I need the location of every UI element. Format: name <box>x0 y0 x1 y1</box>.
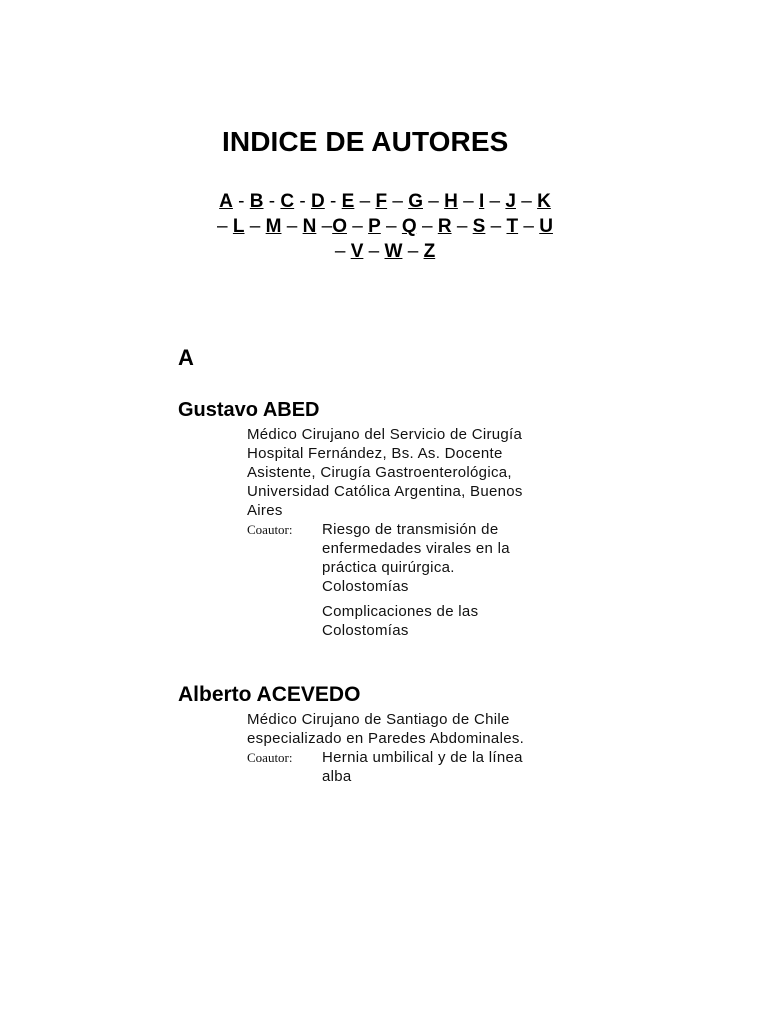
separator: – <box>457 191 479 212</box>
coauthor-works <box>322 748 532 792</box>
letter-link-q[interactable]: Q <box>401 216 417 237</box>
author-entry <box>178 399 558 646</box>
separator: – <box>387 191 409 212</box>
letter-link-z[interactable]: Z <box>423 241 436 262</box>
coauthor-block <box>247 520 558 646</box>
letter-link-t[interactable]: T <box>506 216 519 237</box>
page-title: INDICE DE AUTORES <box>222 126 509 157</box>
letter-link-l[interactable]: L <box>232 216 245 237</box>
alphabet-line-3 <box>175 239 595 264</box>
letter-link-b[interactable]: B <box>249 191 264 212</box>
letter-link-s[interactable]: S <box>472 216 486 237</box>
separator: – <box>244 216 266 237</box>
author-name: Alberto ACEVEDO <box>178 683 361 706</box>
separator: – <box>346 216 369 237</box>
letter-link-v[interactable]: V <box>350 241 364 262</box>
letter-link-a[interactable]: A <box>219 191 233 212</box>
separator: - <box>324 191 342 212</box>
separator: – <box>518 216 540 237</box>
section-heading-a: A <box>178 345 194 370</box>
letter-link-d[interactable]: D <box>311 191 325 212</box>
alphabet-line-2 <box>175 214 595 239</box>
letter-link-o[interactable]: O <box>332 216 347 237</box>
coauthor-label: Coautor: <box>247 522 293 537</box>
letter-link-m[interactable]: M <box>265 216 282 237</box>
letter-link-j[interactable]: J <box>505 191 516 212</box>
letter-link-u[interactable]: U <box>539 216 553 237</box>
separator: – <box>334 241 351 262</box>
letter-link-g[interactable]: G <box>408 191 423 212</box>
alphabet-line-1 <box>175 189 595 214</box>
separator: – <box>485 216 507 237</box>
work-title: Complicaciones de las Colostomías <box>322 603 479 639</box>
letter-link-k[interactable]: K <box>537 191 551 212</box>
separator: – <box>451 216 473 237</box>
separator: – <box>416 216 438 237</box>
separator: - <box>232 191 250 212</box>
letter-link-p[interactable]: P <box>368 216 381 237</box>
letter-link-n[interactable]: N <box>302 216 317 237</box>
author-description: Médico Cirujano del Servicio de Cirugía Hospital Fernández, Bs. As. Docente Asistente, Cirugía Gastroenterológica, Universidad Católica Argentina, Buenos Aires <box>247 426 523 519</box>
separator: – <box>380 216 402 237</box>
separator: – <box>316 216 333 237</box>
separator: – <box>515 191 538 212</box>
separator: – <box>423 191 445 212</box>
separator: – <box>281 216 303 237</box>
work-title: Riesgo de transmisión de enfermedades virales en la práctica quirúrgica. Colostomías <box>322 521 510 595</box>
alphabet-index <box>175 189 595 264</box>
author-entry <box>178 683 558 792</box>
separator: – <box>363 241 385 262</box>
letter-link-w[interactable]: W <box>384 241 403 262</box>
letter-link-h[interactable]: H <box>444 191 458 212</box>
work-title: Hernia umbilical y de la línea alba <box>322 749 523 785</box>
separator: – <box>217 216 233 237</box>
letter-link-f[interactable]: F <box>375 191 388 212</box>
separator: – <box>354 191 376 212</box>
coauthor-works <box>322 520 532 646</box>
separator: – <box>402 241 424 262</box>
letter-link-i[interactable]: I <box>478 191 485 212</box>
coauthor-block <box>247 748 558 792</box>
separator: – <box>484 191 506 212</box>
letter-link-r[interactable]: R <box>437 216 452 237</box>
letter-link-c[interactable]: C <box>280 191 295 212</box>
letter-link-e[interactable]: E <box>341 191 355 212</box>
separator: - <box>263 191 281 212</box>
author-description: Médico Cirujano de Santiago de Chile especializado en Paredes Abdominales. <box>247 711 525 747</box>
coauthor-label: Coautor: <box>247 750 293 765</box>
separator: - <box>294 191 312 212</box>
author-name: Gustavo ABED <box>178 399 320 421</box>
